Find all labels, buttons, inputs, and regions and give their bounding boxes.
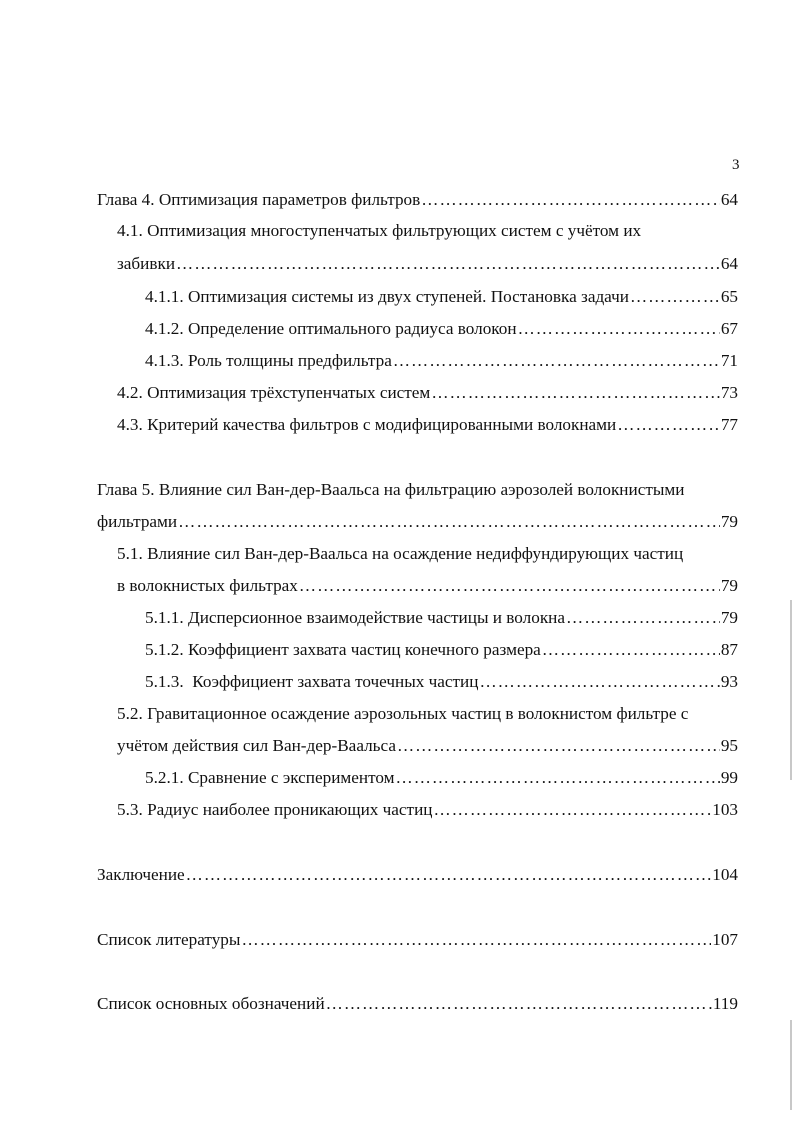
toc-entry-title: забивки	[117, 254, 176, 273]
toc-entry-5-1-line1[interactable]	[117, 543, 683, 565]
toc-entry-page: 64	[720, 254, 738, 273]
toc-entry-page: 71	[720, 351, 738, 370]
toc-entry-chapter-4[interactable]	[97, 189, 738, 211]
toc-entry-title: 5.1. Влияние сил Ван-дер-Ваальса на осаждение недиффундирующих частиц	[117, 544, 684, 563]
leader-dots	[393, 350, 720, 372]
toc-entry-title: 5.2. Гравитационное осаждение аэрозольных частиц в волокнистом фильтре с	[117, 704, 689, 723]
leader-dots	[566, 607, 720, 629]
leader-dots	[326, 993, 712, 1015]
toc-entry-page: 95	[720, 736, 738, 755]
scan-edge-mark	[790, 1020, 792, 1110]
toc-entry-page: 67	[720, 319, 738, 338]
leader-dots	[518, 318, 720, 340]
toc-entry-5-1-2[interactable]	[145, 639, 738, 661]
toc-entry-page: 104	[712, 865, 738, 884]
toc-entry-title: 5.1.1. Дисперсионное взаимодействие частицы и волокна	[145, 608, 566, 627]
toc-entry-4-1-line1[interactable]	[117, 220, 641, 242]
toc-entry-5-2-line2[interactable]	[117, 735, 738, 757]
leader-dots	[396, 767, 720, 789]
toc-entry-5-1-3[interactable]	[145, 671, 738, 693]
leader-dots	[421, 189, 720, 211]
toc-entry-page: 87	[720, 640, 738, 659]
toc-entry-title: 5.1.3. Коэффициент захвата точечных частиц	[145, 672, 479, 691]
toc-entry-title: 4.1.3. Роль толщины предфильтра	[145, 351, 392, 370]
toc-entry-title: в волокнистых фильтрах	[117, 576, 298, 595]
toc-entry-references[interactable]	[97, 929, 738, 951]
toc-entry-5-1-line2[interactable]	[117, 575, 738, 597]
toc-entry-title: учётом действия сил Ван-дер-Ваальса	[117, 736, 396, 755]
toc-entry-4-1-1[interactable]	[145, 286, 738, 308]
toc-entry-4-2[interactable]	[117, 382, 738, 404]
leader-dots	[542, 639, 720, 661]
toc-entry-4-1-3[interactable]	[145, 350, 738, 372]
toc-entry-notation[interactable]	[97, 993, 738, 1015]
toc-entry-title: 5.2.1. Сравнение с экспериментом	[145, 768, 395, 787]
toc-entry-title: Заключение	[97, 865, 185, 884]
toc-entry-page: 79	[720, 576, 738, 595]
toc-entry-title: 4.1.2. Определение оптимального радиуса волокон	[145, 319, 517, 338]
leader-dots	[186, 864, 712, 886]
toc-entry-title: Список литературы	[97, 930, 241, 949]
toc-entry-page: 64	[720, 190, 738, 209]
toc-entry-page: 79	[720, 608, 738, 627]
toc-entry-page: 107	[712, 930, 738, 949]
toc-entry-page: 79	[720, 512, 738, 531]
leader-dots	[397, 735, 720, 757]
toc-entry-page: 103	[712, 800, 738, 819]
toc-entry-title: 4.1. Оптимизация многоступенчатых фильтрующих систем с учётом их	[117, 221, 642, 240]
toc-entry-title: 5.3. Радиус наиболее проникающих частиц	[117, 800, 433, 819]
toc-entry-page: 119	[712, 994, 738, 1013]
toc-entry-title: Список основных обозначений	[97, 994, 325, 1013]
toc-entry-title: Глава 4. Оптимизация параметров фильтров	[97, 190, 421, 209]
toc-entry-conclusion[interactable]	[97, 864, 738, 886]
leader-dots	[479, 671, 719, 693]
toc-entry-title: 4.3. Критерий качества фильтров с модифицированными волокнами	[117, 415, 617, 434]
toc-entry-title: 5.1.2. Коэффициент захвата частиц конечного размера	[145, 640, 541, 659]
leader-dots	[431, 382, 720, 404]
page-number: 3	[732, 157, 740, 173]
toc-entry-title: фильтрами	[97, 512, 178, 531]
toc-entry-title: Глава 5. Влияние сил Ван-дер-Ваальса на фильтрацию аэрозолей волокнистыми	[97, 480, 685, 499]
toc-entry-title: 4.1.1. Оптимизация системы из двух ступеней. Постановка задачи	[145, 287, 629, 306]
leader-dots	[617, 414, 720, 436]
toc-entry-4-1-2[interactable]	[145, 318, 738, 340]
toc-entry-4-3[interactable]	[117, 414, 738, 436]
toc-entry-page: 65	[720, 287, 738, 306]
scan-edge-mark	[790, 600, 792, 780]
toc-entry-chapter-5-line2[interactable]	[97, 511, 738, 533]
toc-entry-5-3[interactable]	[117, 799, 738, 821]
toc-entry-chapter-5-line1[interactable]	[97, 479, 684, 501]
toc-entry-page: 99	[720, 768, 738, 787]
toc-entry-5-2-line1[interactable]	[117, 703, 688, 725]
leader-dots	[176, 253, 720, 275]
leader-dots	[178, 511, 720, 533]
leader-dots	[433, 799, 711, 821]
toc-entry-page: 73	[720, 383, 738, 402]
leader-dots	[630, 286, 720, 308]
toc-entry-4-1-line2[interactable]	[117, 253, 738, 275]
toc-entry-5-1-1[interactable]	[145, 607, 738, 629]
leader-dots	[241, 929, 711, 951]
leader-dots	[299, 575, 720, 597]
toc-entry-title: 4.2. Оптимизация трёхступенчатых систем	[117, 383, 431, 402]
toc-entry-page: 77	[720, 415, 738, 434]
toc-entry-5-2-1[interactable]	[145, 767, 738, 789]
toc-entry-page: 93	[720, 672, 738, 691]
